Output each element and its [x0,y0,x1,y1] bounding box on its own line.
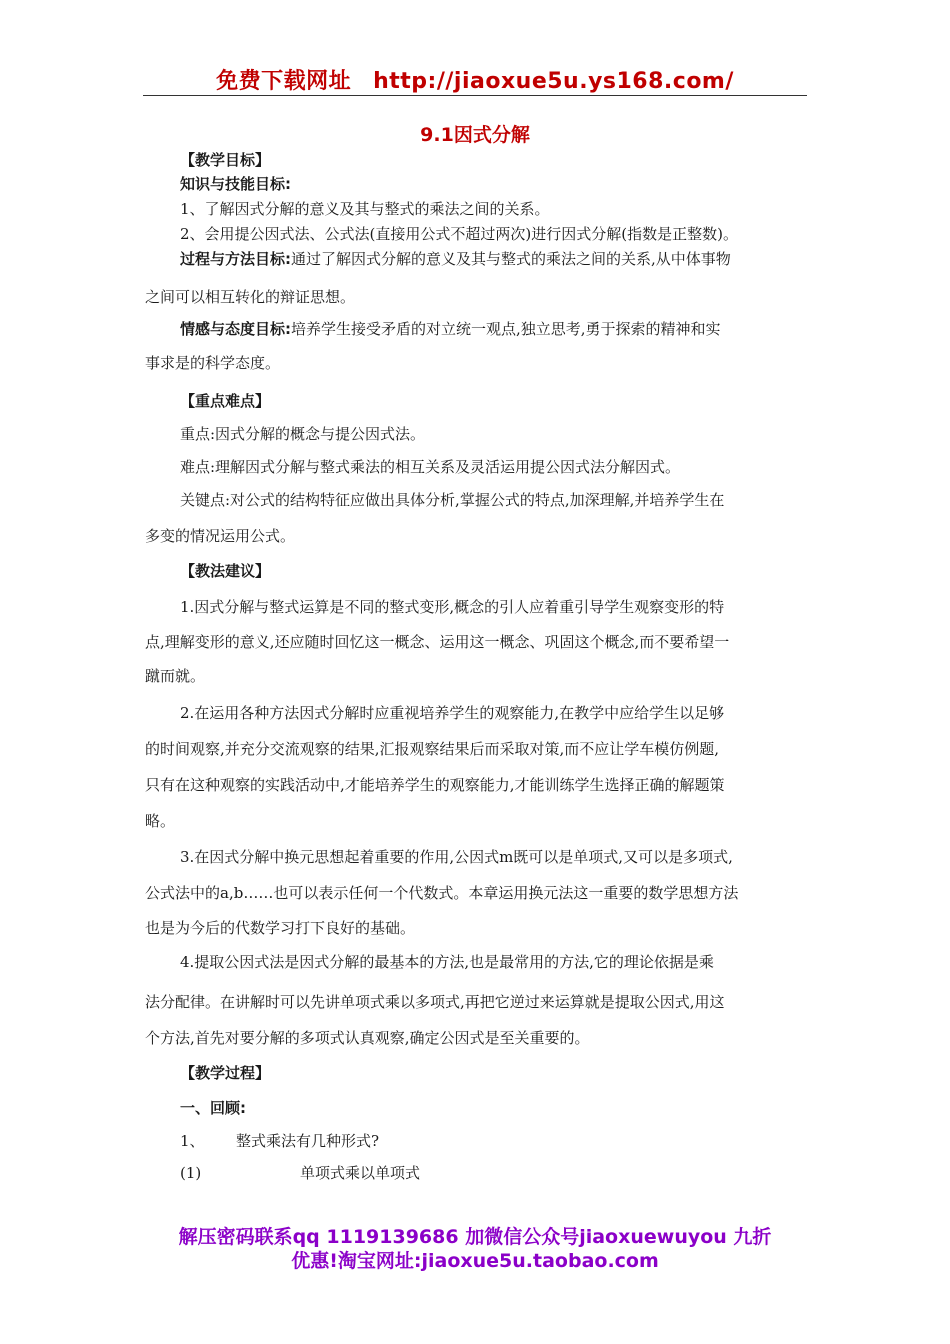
section-heading-keypoints: 【重点难点】 [180,392,271,410]
method-para-1-line-1: 1.因式分解与整式运算是不同的整式变形,概念的引人应着重引导学生观察变形的特 [180,598,725,616]
focus-point: 重点:因式分解的概念与提公因式法。 [180,425,426,443]
knowledge-goal-1: 1、了解因式分解的意义及其与整式的乘法之间的关系。 [180,200,550,218]
method-para-3-line-1: 3.在因式分解中换元思想起着重要的作用,公因式m既可以是单项式,又可以是多项式, [180,848,733,866]
method-para-4-line-2: 法分配律。在讲解时可以先讲单项式乘以多项式,再把它逆过来运算就是提取公因式,用这 [145,993,725,1011]
emotion-goal-text: 培养学生接受矛盾的对立统一观点,独立思考,勇于探索的精神和实 [291,320,721,338]
process-goal-text: 通过了解因式分解的意义及其与整式的乘法之间的关系,从中体事物 [291,250,731,268]
method-para-2-line-1: 2.在运用各种方法因式分解时应重视培养学生的观察能力,在教学中应给学生以足够 [180,704,725,722]
emotion-goal-line-2: 事求是的科学态度。 [145,354,281,372]
header-url-link[interactable]: http://jiaoxue5u.ys168.com/ [373,69,734,94]
header-left-text: 免费下载网址 [216,69,352,94]
footer-line-2: 优惠!淘宝网址:jiaoxue5u.taobao.com [291,1250,659,1272]
method-para-3-line-2: 公式法中的a,b……也可以表示任何一个代数式。本章运用换元法这一重要的数学思想方法 [145,884,739,902]
method-para-1-line-3: 蹴而就。 [145,667,206,685]
method-para-2-line-2: 的时间观察,并充分交流观察的结果,汇报观察结果后而采取对策,而不应让学车模仿例题, [145,740,720,758]
knowledge-goal-2: 2、会用提公因式法、公式法(直接用公式不超过两次)进行因式分解(指数是正整数)。 [180,225,738,243]
method-para-2-line-4: 略。 [145,812,176,830]
section-heading-method: 【教法建议】 [180,562,271,580]
section-heading-goals: 【教学目标】 [180,151,271,169]
knowledge-goals-label: 知识与技能目标: [180,175,291,193]
key-point-line-2: 多变的情况运用公式。 [145,527,296,545]
process-goal-line-1 [180,249,731,269]
method-para-4-line-1: 4.提取公因式法是因式分解的最基本的方法,也是最常用的方法,它的理论依据是乘 [180,953,714,971]
question-1-sub-number: (1) [180,1164,202,1182]
method-para-1-line-2: 点,理解变形的意义,还应随时回忆这一概念、运用这一概念、巩固这个概念,而不要希望一 [145,633,730,651]
footer-line-1: 解压密码联系qq 1119139686 加微信公众号jiaoxuewuyou 九折 [178,1226,772,1248]
method-para-2-line-3: 只有在这种观察的实践活动中,才能培养学生的观察能力,才能训练学生选择正确的解题策 [145,776,725,794]
section-heading-process: 【教学过程】 [180,1064,271,1082]
question-1-text: 整式乘法有几种形式? [236,1132,380,1150]
method-para-3-line-3: 也是为今后的代数学习打下良好的基础。 [145,919,416,937]
emotion-goal-line-1 [180,319,721,339]
key-point-line-1: 关键点:对公式的结构特征应做出具体分析,掌握公式的特点,加深理解,并培养学生在 [180,491,725,509]
emotion-goals-label: 情感与态度目标: [180,320,291,338]
review-heading: 一、回顾: [180,1099,246,1117]
page-header [0,64,950,95]
document-title: 9.1因式分解 [420,124,530,146]
question-1-number: 1、 [180,1132,205,1150]
difficulty-point: 难点:理解因式分解与整式乘法的相互关系及灵活运用提公因式法分解因式。 [180,458,681,476]
question-1-sub-text: 单项式乘以单项式 [300,1164,421,1182]
method-para-4-line-3: 个方法,首先对要分解的多项式认真观察,确定公因式是至关重要的。 [145,1029,590,1047]
process-goal-line-2: 之间可以相互转化的辩证思想。 [145,288,356,306]
header-divider [143,95,807,96]
process-goals-label: 过程与方法目标: [180,250,291,268]
